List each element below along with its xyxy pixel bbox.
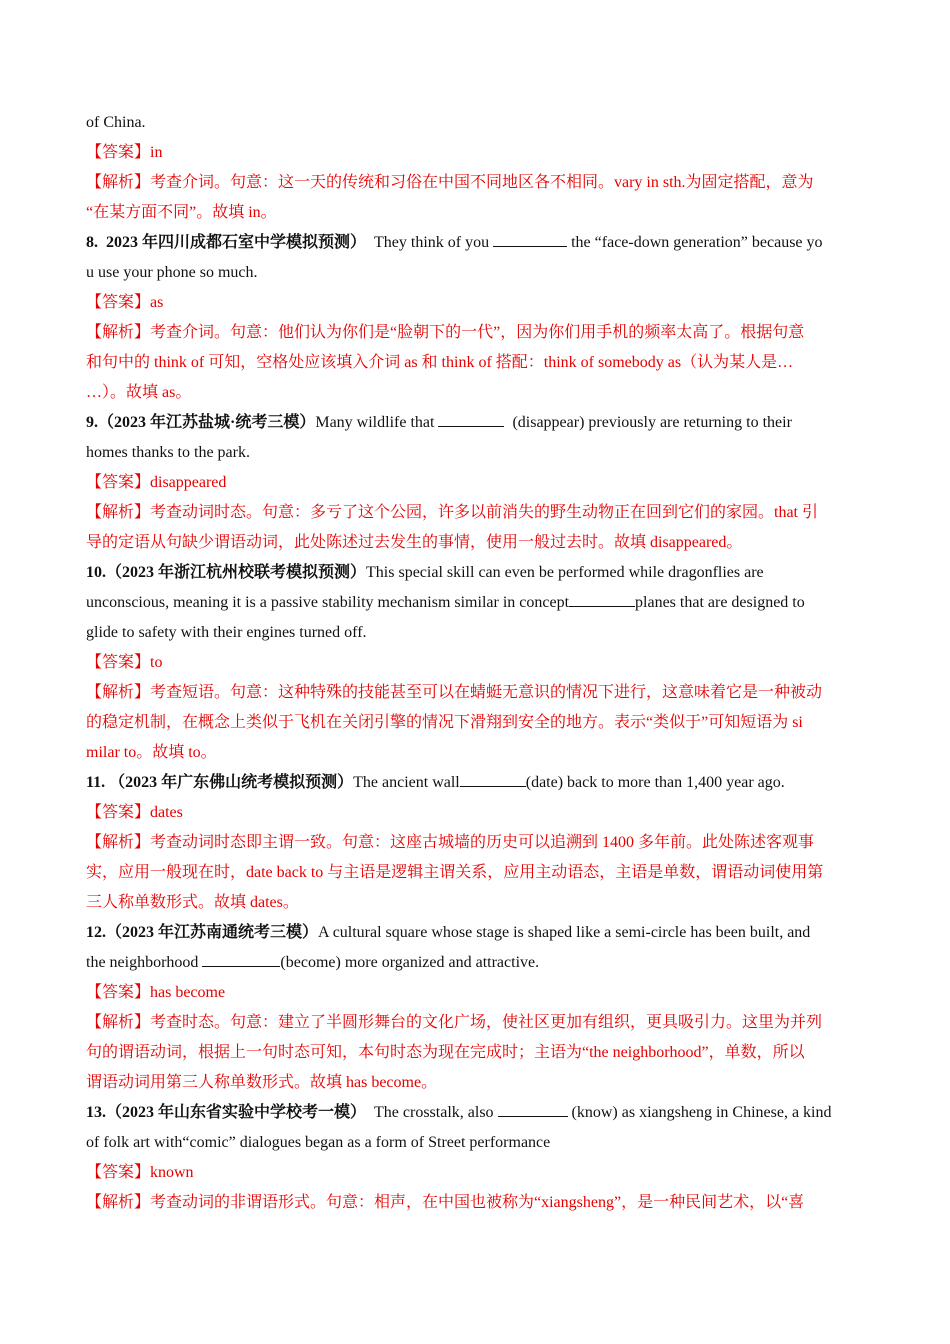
line-text: 【答案】in xyxy=(86,144,163,161)
line-text: 和句中的 think of 可知，空格处应该填入介词 as 和 think of 搭配：think of somebody as（认为某人是… xyxy=(86,354,794,371)
line-text: 【解析】考查时态。句意：建立了半圆形舞台的文化广场，使社区更加有组织，更具吸引力。这里为并列 xyxy=(86,1014,823,1031)
analysis-line xyxy=(86,1008,862,1038)
line-text: 谓语动词用第三人称单数形式。故填 has become。 xyxy=(86,1074,438,1091)
answer-line xyxy=(86,648,862,678)
analysis-line xyxy=(86,198,862,228)
question-line xyxy=(86,558,862,588)
answer-line xyxy=(86,468,862,498)
line-text: 【答案】as xyxy=(86,294,164,311)
analysis-line xyxy=(86,348,862,378)
line-text: (date) back to more than 1,400 year ago. xyxy=(525,774,785,791)
line-text: The crosstalk, also xyxy=(366,1104,498,1121)
line-text: 【解析】考查介词。句意：这一天的传统和习俗在中国不同地区各不相同。vary in sth.为固定搭配，意为 xyxy=(86,174,814,191)
question-source: 8. xyxy=(86,234,106,251)
analysis-line xyxy=(86,828,862,858)
line-text: 【答案】has become xyxy=(86,984,226,1001)
analysis-line xyxy=(86,708,862,738)
analysis-line xyxy=(86,738,862,768)
line-text: 实，应用一般现在时，date back to 与主语是逻辑主谓关系，应用主动语态，主语是单数，谓语动词使用第 xyxy=(86,864,824,881)
line-text: 【解析】考查短语。句意：这种特殊的技能甚至可以在蜻蜓无意识的情况下进行，这意味着它是一种被动 xyxy=(86,684,823,701)
text-line xyxy=(86,258,862,288)
line-text: 【答案】disappeared xyxy=(86,474,227,491)
line-text: the “face-down generation” because yo xyxy=(567,234,823,251)
analysis-line xyxy=(86,1068,862,1098)
line-text: 【答案】known xyxy=(86,1164,194,1181)
line-text: This special skill can even be performed while dragonflies are xyxy=(366,564,764,581)
answer-blank xyxy=(493,228,567,247)
answer-blank xyxy=(569,588,635,607)
line-text: (disappear) previously are returning to their xyxy=(504,414,792,431)
line-text: milar to。故填 to。 xyxy=(86,744,217,761)
text-line xyxy=(86,948,862,978)
answer-line xyxy=(86,1158,862,1188)
question-line xyxy=(86,408,862,438)
analysis-line xyxy=(86,1188,862,1218)
line-text: 【答案】dates xyxy=(86,804,183,821)
analysis-line xyxy=(86,378,862,408)
answer-blank xyxy=(498,1098,568,1117)
line-text: (know) as xiangsheng in Chinese, a kind xyxy=(567,1104,832,1121)
line-text: u use your phone so much. xyxy=(86,264,258,281)
line-text: 句的谓语动词，根据上一句时态可知，本句时态为现在完成时；主语为“the neighborhood”，单数，所以 xyxy=(86,1044,805,1061)
question-line xyxy=(86,918,862,948)
document-body xyxy=(86,108,862,1218)
analysis-line xyxy=(86,858,862,888)
question-source: 9.（2023 年江苏盐城·统考三模） xyxy=(86,414,316,431)
line-text: (become) more organized and attractive. xyxy=(280,954,540,971)
line-text: …）。故填 as。 xyxy=(86,384,192,401)
line-text: 导的定语从句缺少谓语动词，此处陈述过去发生的事情，使用一般过去时。故填 disappeared。 xyxy=(86,534,743,551)
question-source: 10.（2023 年浙江杭州校联考模拟预测） xyxy=(86,564,367,581)
text-line xyxy=(86,438,862,468)
line-text: 的稳定机制，在概念上类似于飞机在关闭引擎的情况下滑翔到安全的地方。表示“类似于”可知短语为 si xyxy=(86,714,803,731)
answer-blank xyxy=(438,408,504,427)
text-line xyxy=(86,618,862,648)
question-line xyxy=(86,228,862,258)
line-text: unconscious, meaning it is a passive stability mechanism similar in concept xyxy=(86,594,570,611)
answer-blank xyxy=(202,948,280,967)
line-text: They think of you xyxy=(366,234,494,251)
analysis-line xyxy=(86,888,862,918)
line-text: 【解析】考查动词时态即主谓一致。句意：这座古城墙的历史可以追溯到 1400 多年前。此处陈述客观事 xyxy=(86,834,815,851)
analysis-line xyxy=(86,498,862,528)
analysis-line xyxy=(86,168,862,198)
line-text: 三人称单数形式。故填 dates。 xyxy=(86,894,299,911)
answer-line xyxy=(86,288,862,318)
line-text: of folk art with“comic” dialogues began as a form of Street performance xyxy=(86,1134,551,1151)
text-line xyxy=(86,588,862,618)
text-line xyxy=(86,1128,862,1158)
question-source: 2023 年四川成都石室中学模拟预测） xyxy=(106,234,367,251)
answer-line xyxy=(86,798,862,828)
line-text: “在某方面不同”。故填 in。 xyxy=(86,204,277,221)
line-text: Many wildlife that xyxy=(315,414,439,431)
question-source: 11. （2023 年广东佛山统考模拟预测） xyxy=(86,774,354,791)
line-text: of China. xyxy=(86,114,146,131)
line-text: The ancient wall xyxy=(353,774,460,791)
question-source: 12.（2023 年江苏南通统考三模） xyxy=(86,924,319,941)
analysis-line xyxy=(86,1038,862,1068)
answer-blank xyxy=(460,768,526,787)
line-text: 【解析】考查介词。句意：他们认为你们是“脸朝下的一代”，因为你们用手机的频率太高了。根据句意 xyxy=(86,324,805,341)
line-text: 【解析】考查动词的非谓语形式。句意：相声，在中国也被称为“xiangsheng”，是一种民间艺术，以“喜 xyxy=(86,1194,805,1211)
analysis-line xyxy=(86,678,862,708)
question-line xyxy=(86,1098,862,1128)
question-source: 13.（2023 年山东省实验中学校考一模） xyxy=(86,1104,367,1121)
answer-line xyxy=(86,138,862,168)
line-text: 【解析】考查动词时态。句意：多亏了这个公园，许多以前消失的野生动物正在回到它们的家园。that 引 xyxy=(86,504,818,521)
line-text: glide to safety with their engines turned off. xyxy=(86,624,367,641)
line-text: A cultural square whose stage is shaped like a semi-circle has been built, and xyxy=(318,924,811,941)
text-line xyxy=(86,108,862,138)
question-line xyxy=(86,768,862,798)
line-text: 【答案】to xyxy=(86,654,163,671)
line-text: homes thanks to the park. xyxy=(86,444,250,461)
answer-line xyxy=(86,978,862,1008)
line-text: planes that are designed to xyxy=(635,594,805,611)
line-text: the neighborhood xyxy=(86,954,203,971)
analysis-line xyxy=(86,528,862,558)
analysis-line xyxy=(86,318,862,348)
